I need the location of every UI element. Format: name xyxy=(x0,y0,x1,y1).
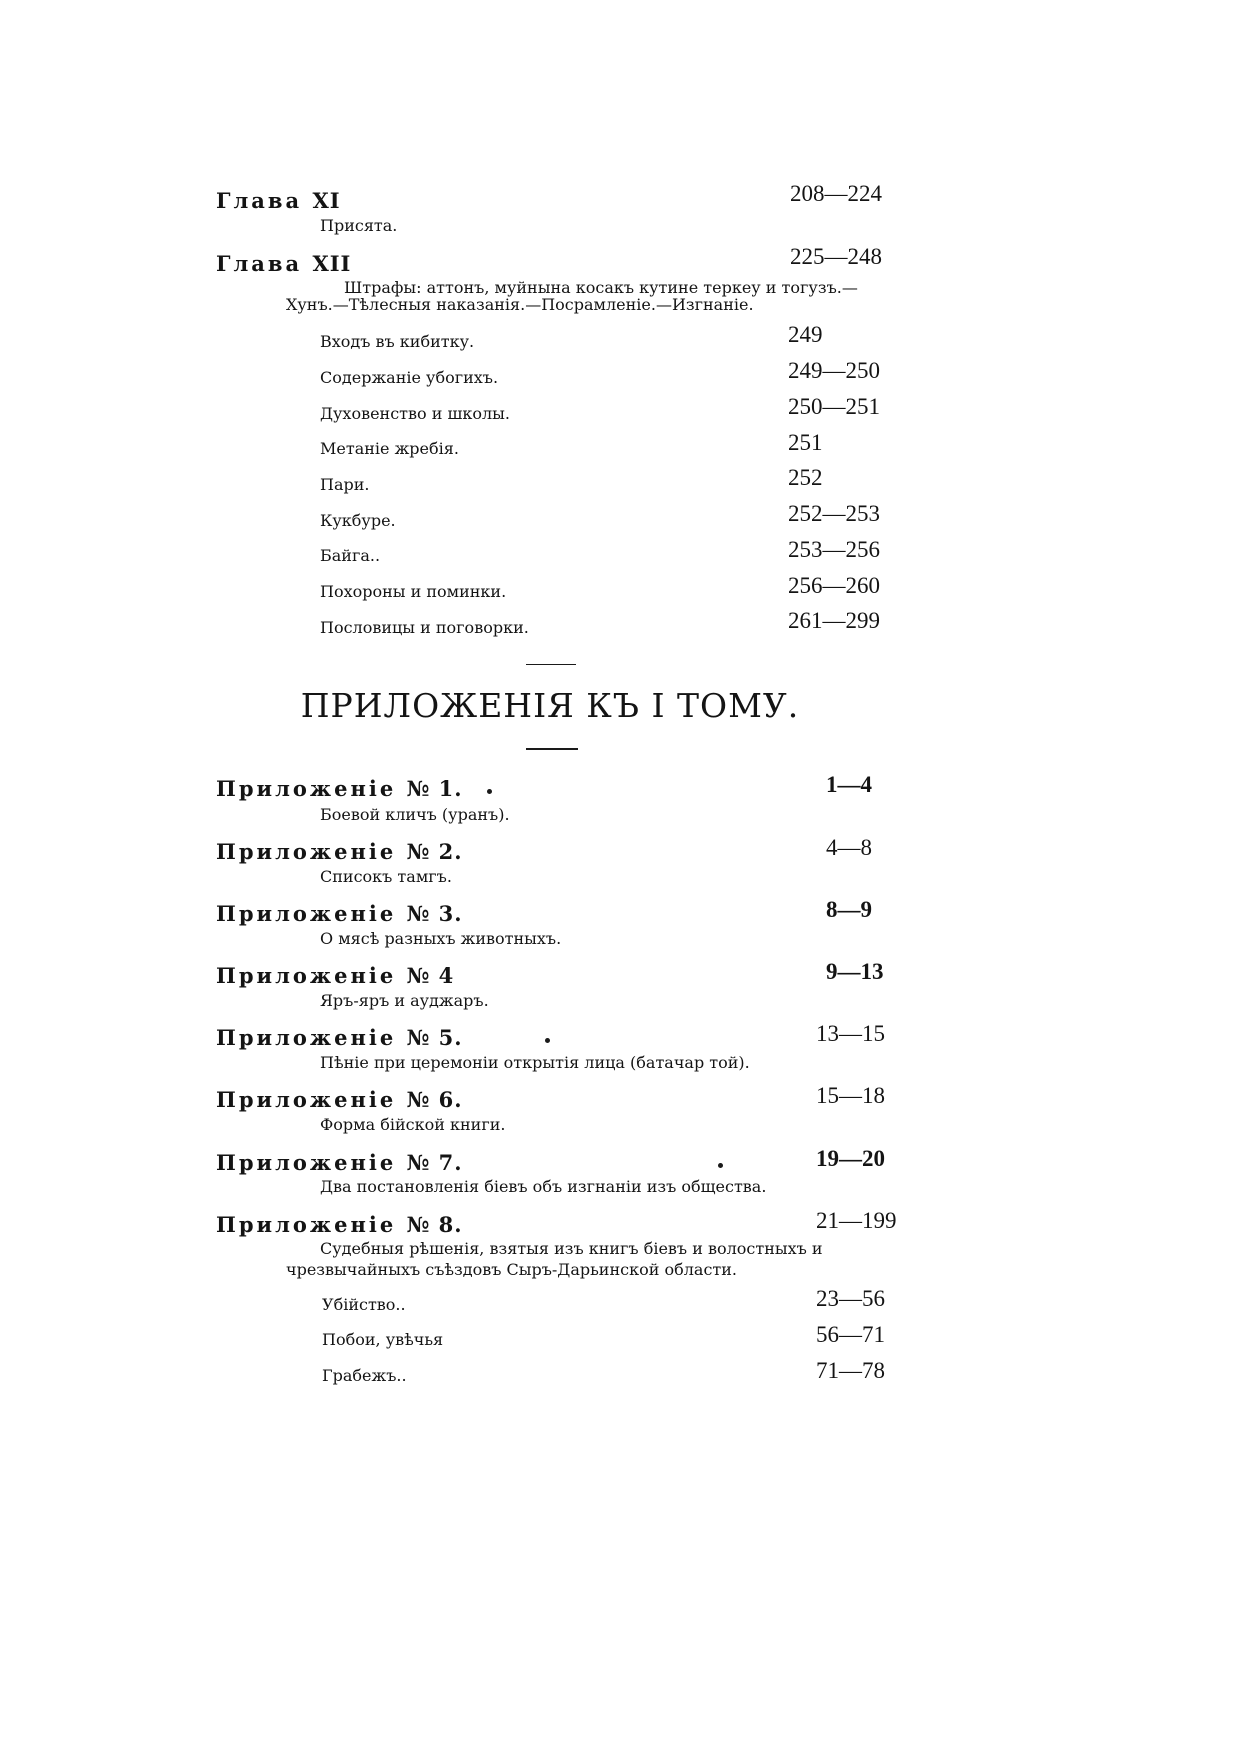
toc-entry: Грабежъ.. xyxy=(322,1366,407,1385)
toc-entry: Кукбуре. xyxy=(320,511,396,530)
leader-dot xyxy=(718,1163,723,1168)
chapter-heading xyxy=(216,251,351,276)
page-range: 8—9 xyxy=(826,897,872,922)
appendix-number: № 6. xyxy=(406,1087,463,1112)
appendix-heading xyxy=(216,1087,463,1112)
page-range: 71—78 xyxy=(816,1358,885,1383)
page-range: 256—260 xyxy=(788,573,880,598)
chapter-subject: Хунъ.—Тѣлесныя наказанія.—Посрамленіе.—Изгнаніе. xyxy=(286,295,754,314)
appendix-heading xyxy=(216,1212,463,1237)
toc-entry: Убійство.. xyxy=(322,1295,406,1314)
leader-dot xyxy=(487,789,492,794)
appendix-subject: Яръ-яръ и ауджаръ. xyxy=(320,991,489,1010)
toc-entry: Похороны и поминки. xyxy=(320,582,507,601)
page-range: 225—248 xyxy=(790,244,882,269)
toc-entry: Побои, увѣчья xyxy=(322,1330,444,1349)
appendix-subject: Пѣніе при церемоніи открытія лица (батачар той). xyxy=(320,1053,750,1072)
chapter-label: Глава xyxy=(216,188,303,213)
page-range: 9—13 xyxy=(826,959,884,984)
appendix-label: Приложеніе xyxy=(216,1087,397,1112)
section-divider xyxy=(526,664,576,665)
appendix-label: Приложеніе xyxy=(216,1025,397,1050)
page-range: 4—8 xyxy=(826,835,872,860)
page-range: 251 xyxy=(788,430,823,455)
appendix-number: № 7. xyxy=(406,1150,463,1175)
page-range: 249 xyxy=(788,322,823,347)
leader-dot xyxy=(545,1038,550,1043)
page-range: 1—4 xyxy=(826,772,872,797)
page-range: 252—253 xyxy=(788,501,880,526)
page-range: 208—224 xyxy=(790,181,882,206)
toc-entry: Духовенство и школы. xyxy=(320,404,510,423)
chapter-heading xyxy=(216,188,341,213)
appendix-subject: Два постановленія біевъ объ изгнаніи изъ общества. xyxy=(320,1177,767,1196)
appendix-number: № 5. xyxy=(406,1025,463,1050)
page-range: 13—15 xyxy=(816,1021,885,1046)
toc-entry: Метаніе жребія. xyxy=(320,439,459,458)
page-range: 21—199 xyxy=(816,1208,897,1233)
page-range: 19—20 xyxy=(816,1146,885,1171)
appendix-label: Приложеніе xyxy=(216,901,397,926)
appendix-label: Приложеніе xyxy=(216,1212,397,1237)
appendix-heading xyxy=(216,839,463,864)
appendix-subject: Боевой кличъ (уранъ). xyxy=(320,805,510,824)
appendix-number: № 8. xyxy=(406,1212,463,1237)
page-range: 23—56 xyxy=(816,1286,885,1311)
appendix-subject: Форма бійской книги. xyxy=(320,1115,506,1134)
page-range: 253—256 xyxy=(788,537,880,562)
appendix-label: Приложеніе xyxy=(216,776,397,801)
appendix-subject: Судебныя рѣшенія, взятыя изъ книгъ біевъ и волостныхъ и xyxy=(320,1239,823,1258)
appendix-label: Приложеніе xyxy=(216,1150,397,1175)
page-range: 252 xyxy=(788,465,823,490)
appendix-heading xyxy=(216,901,463,926)
appendix-number: № 3. xyxy=(406,901,463,926)
appendix-subject: Списокъ тамгъ. xyxy=(320,867,452,886)
page-range: 15—18 xyxy=(816,1083,885,1108)
toc-entry: Байга.. xyxy=(320,546,381,565)
appendix-label: Приложеніе xyxy=(216,839,397,864)
chapter-label: Глава xyxy=(216,251,303,276)
chapter-number: XI xyxy=(312,188,341,213)
section-divider xyxy=(526,748,578,750)
page-range: 56—71 xyxy=(816,1322,885,1347)
appendix-number: № 1. xyxy=(406,776,463,801)
appendix-heading xyxy=(216,1025,463,1050)
appendix-number: № 4 xyxy=(406,963,455,988)
appendix-label: Приложеніе xyxy=(216,963,397,988)
toc-entry: Пословицы и поговорки. xyxy=(320,618,529,637)
appendix-number: № 2. xyxy=(406,839,463,864)
appendix-subject: О мясѣ разныхъ животныхъ. xyxy=(320,929,562,948)
chapter-subject: Присята. xyxy=(320,216,398,235)
toc-entry: Содержаніе убогихъ. xyxy=(320,368,499,387)
toc-entry: Пари. xyxy=(320,475,370,494)
appendix-heading xyxy=(216,963,454,988)
section-title: ПРИЛОЖЕНІЯ КЪ I ТОМУ. xyxy=(300,686,800,725)
appendix-heading xyxy=(216,1150,463,1175)
page-range: 249—250 xyxy=(788,358,880,383)
appendix-subject: чрезвычайныхъ съѣздовъ Сыръ-Дарьинской области. xyxy=(286,1260,738,1279)
page-range: 250—251 xyxy=(788,394,880,419)
chapter-number: XII xyxy=(312,251,352,276)
chapter-subject: Штрафы: аттонъ, муйнына косакъ кутине теркеу и тогузъ.— xyxy=(344,278,858,297)
appendix-heading xyxy=(216,776,463,801)
page-range: 261—299 xyxy=(788,608,880,633)
toc-entry: Входъ въ кибитку. xyxy=(320,332,475,351)
